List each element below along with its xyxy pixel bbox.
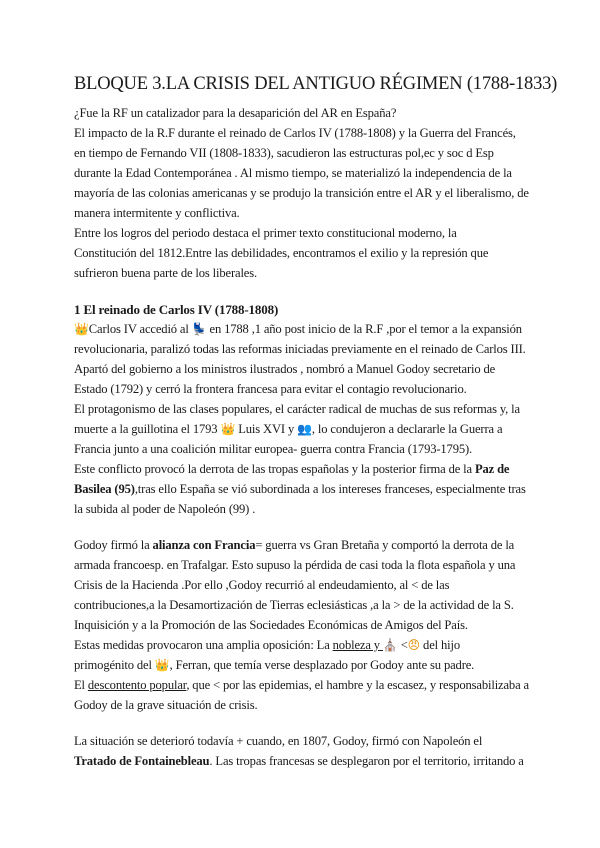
intro-line: Constitución del 1812.Entre las debilidades, encontramos el exilio y la represión que: [74, 246, 489, 260]
intro-line: mayoría de las colonias americanas y se produjo la transición entre el AR y el liberalismo, de: [74, 186, 529, 200]
crown-icon: 👑: [220, 422, 236, 436]
crown-icon: 👑: [154, 658, 170, 672]
intro-line: El impacto de la R.F durante el reinado de Carlos IV (1788-1808) y la Guerra del Francés,: [74, 126, 516, 140]
bold-term: Tratado de Fontainebleau: [74, 754, 210, 768]
underlined-term: nobleza y: [332, 638, 383, 652]
paragraph-line: Tratado de Fontainebleau. Las tropas francesas se desplegaron por el territorio, irritando a: [74, 754, 524, 768]
document-title: BLOQUE 3.LA CRISIS DEL ANTIGUO RÉGIMEN (1788-1833): [74, 74, 558, 94]
paragraph-line: Godoy de la grave situación de crisis.: [74, 698, 258, 712]
paragraph-line: 👑Carlos IV accedió al 💺 en 1788 ,1 año post inicio de la R.F ,por el temor a la expansión: [74, 322, 522, 336]
queen-icon: 👥: [297, 422, 312, 436]
paragraph-line: Inquisición y a la Promoción de las Sociedades Económicas de Amigos del País.: [74, 618, 468, 632]
paragraph-line: Este conflicto provocó la derrota de las tropas españolas y la posterior firma de la Paz de: [74, 462, 510, 476]
angry-face-icon: 😠: [407, 638, 421, 652]
paragraph-line: armada francoesp. en Trafalgar. Esto supuso la pérdida de casi toda la flota española y una: [74, 558, 516, 572]
paragraph-line: la subida al poder de Napoleón (99) .: [74, 502, 256, 516]
clergy-icon: ⛪: [382, 638, 398, 652]
paragraph-line: El protagonismo de las clases populares, el carácter radical de muchas de sus reformas y, la: [74, 402, 520, 416]
paragraph-line: Estas medidas provocaron una amplia oposición: La nobleza y ⛪ <😠 del hijo: [74, 638, 460, 652]
bold-term: Paz de: [474, 462, 510, 476]
throne-icon: 💺: [191, 322, 207, 336]
intro-line: ¿Fue la RF un catalizador para la desaparición del AR en España?: [74, 106, 397, 120]
paragraph-line: contribuciones,a la Desamortización de Tierras eclesiásticas ,a la > de la actividad de la S.: [74, 598, 514, 612]
intro-line: Entre los logros del periodo destaca el primer texto constitucional moderno, la: [74, 226, 457, 240]
intro-line: durante la Edad Contemporánea . Al mismo tiempo, se materializó la independencia de la: [74, 166, 512, 180]
paragraph-line: La situación se deterioró todavía + cuando, en 1807, Godoy, firmó con Napoleón el: [74, 734, 483, 748]
paragraph-line: Francia junto a una coalición militar europea- guerra contra Francia (1793-1795).: [74, 442, 473, 456]
paragraph-line: Godoy firmó la alianza con Francia= guerra vs Gran Bretaña y comportó la derrota de la: [74, 538, 515, 552]
paragraph-line: revolucionaria, paralizó todas las reformas iniciadas previamente en el reinado de Carlos III.: [74, 342, 526, 356]
intro-line: manera intermitente y conflictiva.: [74, 206, 240, 220]
underlined-term: descontento popular: [87, 678, 187, 692]
paragraph-line: Estado (1792) y cerró la frontera francesa para evitar el contagio revolucionario.: [74, 382, 467, 396]
intro-line: sufrieron buena parte de los liberales.: [74, 266, 257, 280]
bold-term: Basilea (95): [74, 482, 135, 496]
paragraph-line: muerte a la guillotina el 1793 👑 Luis XVI y 👥, lo condujeron a declararle la Guerra a: [74, 422, 503, 436]
paragraph-line: Apartó del gobierno a los ministros ilustrados , nombró a Manuel Godoy secretario de: [74, 362, 496, 376]
paragraph-line: El descontento popular, que < por las epidemias, el hambre y la escasez, y responsabilizaba a: [74, 678, 529, 692]
intro-line: en tiempo de Fernando VII (1808-1833), sacudieron las estructuras pol,ec y soc d Esp: [74, 146, 494, 160]
section-heading: 1 El reinado de Carlos IV (1788-1808): [74, 302, 279, 317]
paragraph-line: Basilea (95),tras ello España se vió subordinada a los intereses franceses, especialmente tras: [74, 482, 526, 496]
crown-icon: 👑: [74, 322, 89, 336]
bold-term: alianza con Francia: [152, 538, 256, 552]
paragraph-line: Crisis de la Hacienda .Por ello ,Godoy recurrió al endeudamiento, al < de las: [74, 578, 450, 592]
paragraph-line: primogénito del 👑, Ferran, que temía verse desplazado por Godoy ante su padre.: [74, 658, 475, 672]
